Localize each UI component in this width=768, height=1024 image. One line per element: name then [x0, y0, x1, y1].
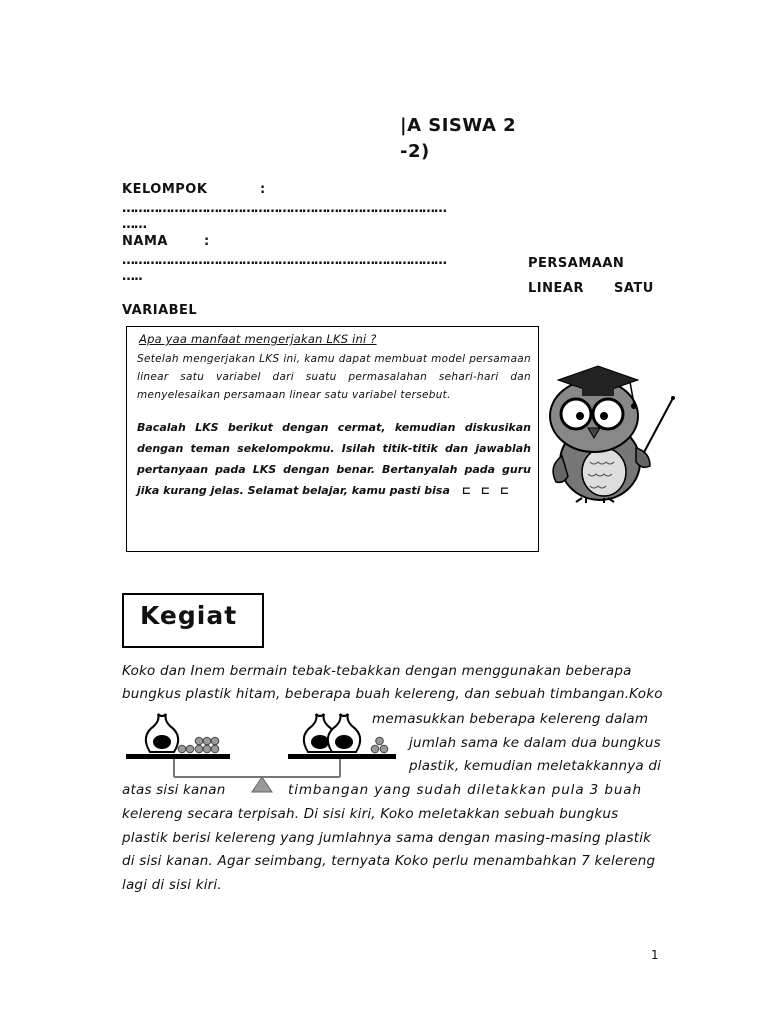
page-number: 1: [651, 948, 659, 962]
left-scale-plate: [126, 754, 230, 759]
topic-word-variabel: VARIABEL: [122, 303, 198, 318]
kelompok-colon: :: [260, 182, 266, 197]
balance-scale-illustration: [126, 704, 416, 796]
story-line-2: bungkus plastik hitam, beberapa buah kelereng, dan sebuah timbangan.Koko: [122, 686, 663, 702]
story-line-3: memasukkan beberapa kelereng dalam: [372, 711, 649, 727]
worksheet-title-line2: -2): [400, 141, 430, 162]
activity-title: Kegiat: [140, 601, 238, 630]
info-instructions: [137, 417, 531, 501]
story-line-9: di sisi kanan. Agar seimbang, ternyata Koko perlu menambahkan 7 kelereng: [122, 853, 656, 869]
plastic-bag-icon: [328, 714, 360, 752]
topic-word-persamaan: PERSAMAAN: [528, 256, 625, 271]
nama-dots: ………………………………………………………………………: [122, 253, 446, 268]
kelompok-dots-continued: ……: [122, 217, 146, 232]
story-line-7: kelereng secara terpisah. Di sisi kiri, Koko meletakkan sebuah bungkus: [122, 806, 619, 822]
info-instructions-text: Bacalah LKS berikut dengan cermat, kemudian diskusikan dengan teman sekelompokmu. Isilah titik-titik dan jawablah pertanyaan pada LKS dengan benar. Bertanyalah pada guru jika kurang jelas. Selamat belajar, kamu pasti bisa: [137, 421, 531, 497]
kelompok-dots: ………………………………………………………………………: [122, 201, 446, 216]
worksheet-title: [400, 113, 516, 165]
story-line-6b: timbangan yang sudah diletakkan pula 3 buah: [288, 782, 642, 798]
info-box: [126, 326, 539, 552]
right-scale-plate: [288, 754, 396, 759]
smiley-icons: ⊏ ⊏ ⊏: [461, 484, 513, 497]
scale-fulcrum: [252, 777, 272, 792]
story-line-6a: atas sisi kanan: [122, 782, 226, 798]
nama-label: NAMA: [122, 234, 168, 249]
info-benefit-text: Setelah mengerjakan LKS ini, kamu dapat membuat model persamaan linear satu variabel dari suatu permasalahan sehari-hari dan menyelesaikan persamaan linear satu variabel tersebut.: [137, 353, 531, 401]
story-line-10: lagi di sisi kiri.: [122, 877, 222, 893]
activity-title-box: [122, 593, 264, 648]
story-line-5: plastik, kemudian meletakkannya di: [409, 758, 662, 774]
info-question: Apa yaa manfaat mengerjakan LKS ini ?: [139, 332, 377, 346]
story-line-1: Koko dan Inem bermain tebak-tebakkan dengan menggunakan beberapa: [122, 663, 632, 679]
topic-word-satu: SATU: [614, 281, 654, 296]
story-line-8: plastik berisi kelereng yang jumlahnya sama dengan masing-masing plastik: [122, 830, 652, 846]
nama-colon: :: [204, 234, 210, 249]
worksheet-title-line1: |A SISWA 2: [400, 115, 517, 136]
story-line-4: jumlah sama ke dalam dua bungkus: [409, 735, 661, 751]
owl-teacher-illustration: [538, 364, 678, 504]
nama-dots-continued: …..: [122, 269, 142, 284]
plastic-bag-icon: [146, 714, 178, 752]
topic-word-linear: LINEAR: [528, 281, 584, 296]
kelompok-label: KELOMPOK: [122, 182, 208, 197]
